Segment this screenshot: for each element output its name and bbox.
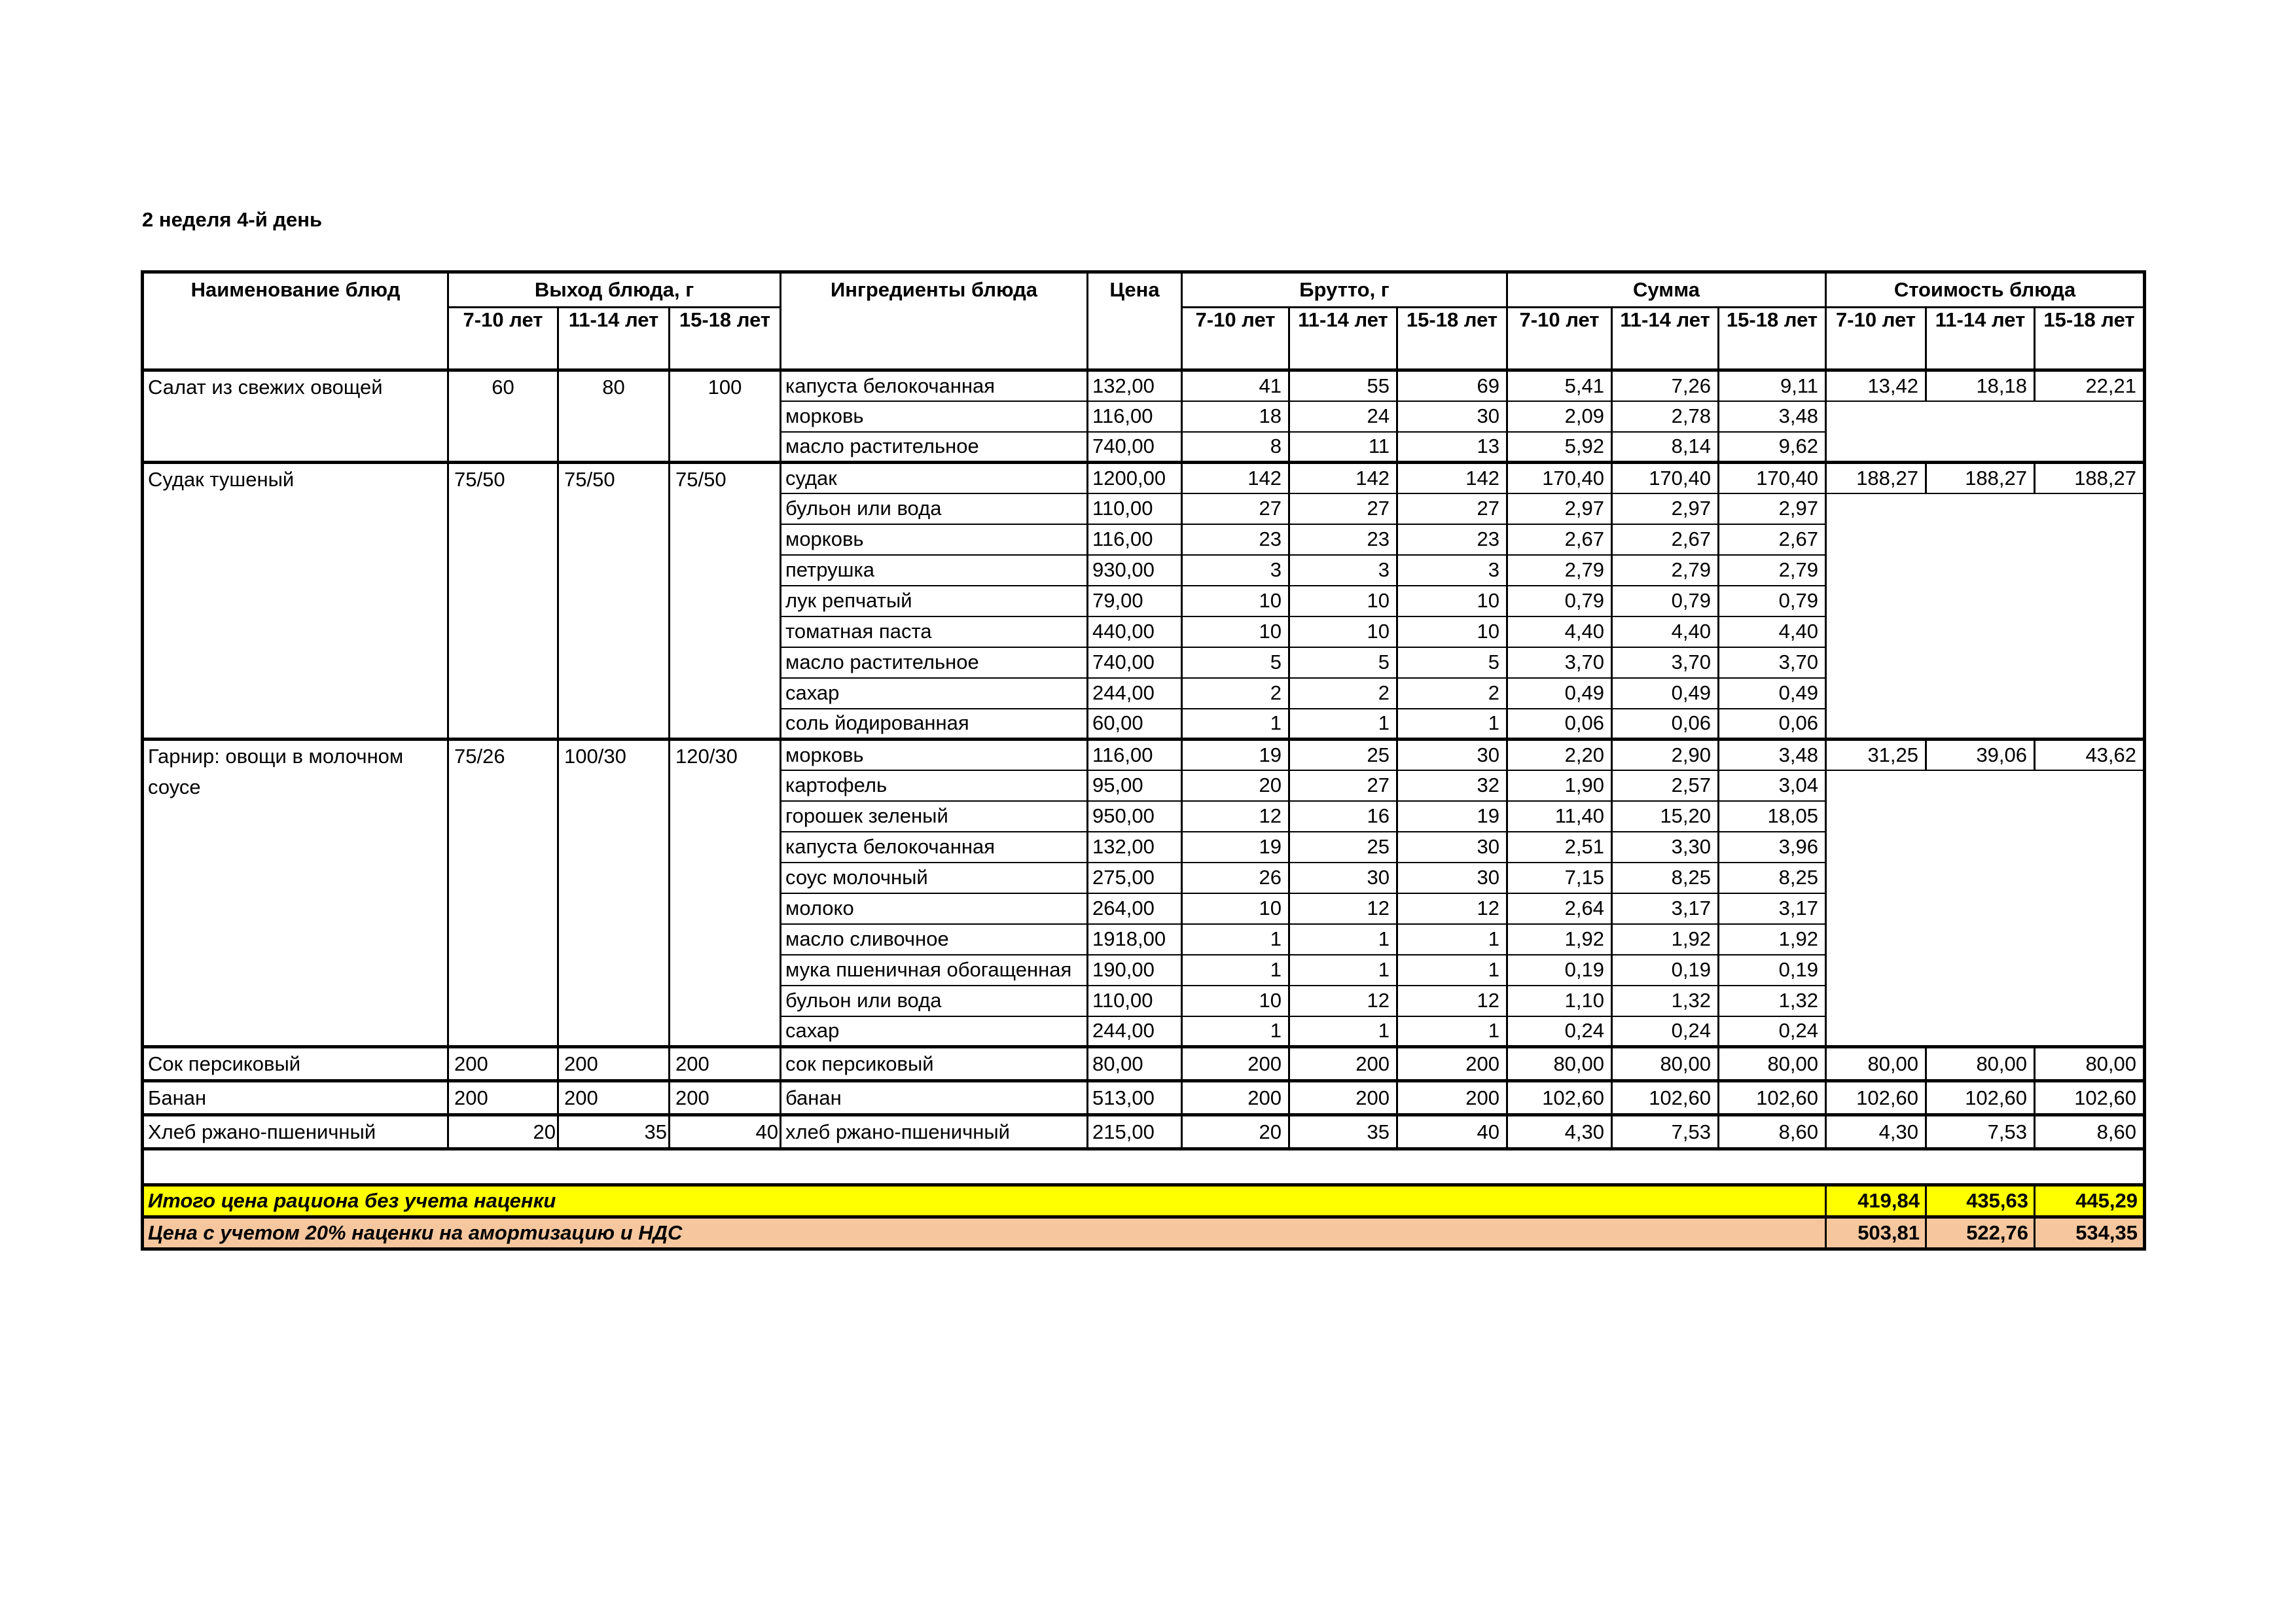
sum-age-3: 1,32: [1719, 986, 1826, 1016]
dish-cost-age-3: 188,27: [2035, 463, 2145, 493]
brutto-age-1: 1: [1182, 709, 1289, 740]
sum-age-1: 2,64: [1507, 893, 1612, 924]
sum-age-3: 8,25: [1719, 863, 1826, 893]
sum-age-2: 3,30: [1612, 832, 1719, 863]
sum-age-2: 1,92: [1612, 924, 1719, 955]
sum-age-2: 2,57: [1612, 770, 1719, 801]
spacer-cell: [143, 1149, 2145, 1185]
sum-age-2: 3,17: [1612, 893, 1719, 924]
sum-age-1: 2,51: [1507, 832, 1612, 863]
brutto-age-3: 30: [1397, 401, 1507, 432]
dish-output-age-3: 100: [670, 370, 781, 463]
dish-output-age-1: 75/26: [448, 740, 558, 1047]
brutto-age-2: 3: [1289, 555, 1397, 586]
ingredient-name: морковь: [781, 401, 1088, 432]
header-sum-age-1: 7-10 лет: [1507, 308, 1612, 370]
header-price: Цена: [1088, 272, 1182, 370]
brutto-age-3: 1: [1397, 709, 1507, 740]
total-markup-age-2: 522,76: [1926, 1217, 2035, 1249]
ingredient-price: 110,00: [1088, 986, 1182, 1016]
table-header: [143, 272, 2145, 370]
header-brutto-age-1: 7-10 лет: [1182, 308, 1289, 370]
dish-cost-age-1: 188,27: [1826, 463, 1926, 493]
ingredient-name: морковь: [781, 740, 1088, 770]
ingredient-price: 244,00: [1088, 678, 1182, 709]
dish-output-age-1: 200: [448, 1081, 558, 1115]
dish-name: Салат из свежих овощей: [143, 370, 448, 463]
brutto-age-3: 27: [1397, 493, 1507, 524]
sum-age-1: 5,92: [1507, 432, 1612, 463]
ingredient-name: петрушка: [781, 555, 1088, 586]
cost-empty-region: [1826, 401, 2145, 463]
header-cost-group: Стоимость блюда: [1826, 272, 2145, 308]
dish-cost-age-3: 8,60: [2035, 1115, 2145, 1149]
header-output-age-2: 11-14 лет: [558, 308, 670, 370]
brutto-age-3: 12: [1397, 986, 1507, 1016]
dish-output-age-3: 40: [670, 1115, 781, 1149]
dish-output-age-1: 75/50: [448, 463, 558, 740]
header-sum-group: Сумма: [1507, 272, 1826, 308]
sum-age-1: 1,92: [1507, 924, 1612, 955]
total-base-age-2: 435,63: [1926, 1185, 2035, 1217]
ingredient-price: 215,00: [1088, 1115, 1182, 1149]
sum-age-3: 0,06: [1719, 709, 1826, 740]
brutto-age-3: 40: [1397, 1115, 1507, 1149]
ingredient-name: горошек зеленый: [781, 801, 1088, 832]
ingredient-price: 132,00: [1088, 832, 1182, 863]
dish-output-age-1: 200: [448, 1047, 558, 1081]
header-row-groups: [143, 272, 2145, 308]
ingredient-name: бульон или вода: [781, 986, 1088, 1016]
brutto-age-2: 27: [1289, 493, 1397, 524]
brutto-age-3: 10: [1397, 586, 1507, 616]
header-ingredients: Ингредиенты блюда: [781, 272, 1088, 370]
ingredient-name: молоко: [781, 893, 1088, 924]
ingredient-price: 132,00: [1088, 370, 1182, 401]
ingredient-name: сахар: [781, 1016, 1088, 1047]
sum-age-2: 7,26: [1612, 370, 1719, 401]
ingredient-row: [143, 463, 2145, 493]
ingredient-name: масло растительное: [781, 432, 1088, 463]
ingredient-price: 950,00: [1088, 801, 1182, 832]
header-brutto-age-3: 15-18 лет: [1397, 308, 1507, 370]
ingredient-name: масло растительное: [781, 647, 1088, 678]
sum-age-3: 3,70: [1719, 647, 1826, 678]
brutto-age-2: 1: [1289, 955, 1397, 986]
sum-age-1: 0,06: [1507, 709, 1612, 740]
ingredient-price: 930,00: [1088, 555, 1182, 586]
sum-age-2: 170,40: [1612, 463, 1719, 493]
brutto-age-2: 12: [1289, 893, 1397, 924]
dish-output-age-3: 200: [670, 1081, 781, 1115]
sum-age-2: 4,40: [1612, 616, 1719, 647]
brutto-age-3: 30: [1397, 740, 1507, 770]
total-base-label: Итого цена рациона без учета наценки: [143, 1185, 1826, 1217]
dish-cost-age-1: 4,30: [1826, 1115, 1926, 1149]
total-base-age-3: 445,29: [2035, 1185, 2145, 1217]
sum-age-1: 1,10: [1507, 986, 1612, 1016]
ingredient-name: капуста белокочанная: [781, 370, 1088, 401]
ingredient-row: [143, 1081, 2145, 1115]
cost-empty-region: [1826, 493, 2145, 740]
sum-age-1: 3,70: [1507, 647, 1612, 678]
sum-age-3: 8,60: [1719, 1115, 1826, 1149]
sum-age-2: 3,70: [1612, 647, 1719, 678]
brutto-age-1: 23: [1182, 524, 1289, 555]
sum-age-1: 5,41: [1507, 370, 1612, 401]
brutto-age-2: 142: [1289, 463, 1397, 493]
dish-output-age-2: 35: [558, 1115, 670, 1149]
total-markup-age-3: 534,35: [2035, 1217, 2145, 1249]
ingredient-price: 440,00: [1088, 616, 1182, 647]
brutto-age-1: 8: [1182, 432, 1289, 463]
brutto-age-2: 35: [1289, 1115, 1397, 1149]
sum-age-1: 0,49: [1507, 678, 1612, 709]
ingredient-row: [143, 740, 2145, 770]
sum-age-2: 2,97: [1612, 493, 1719, 524]
sum-age-3: 3,17: [1719, 893, 1826, 924]
ingredient-price: 190,00: [1088, 955, 1182, 986]
sum-age-2: 102,60: [1612, 1081, 1719, 1115]
sum-age-3: 102,60: [1719, 1081, 1826, 1115]
sum-age-3: 0,19: [1719, 955, 1826, 986]
brutto-age-2: 27: [1289, 770, 1397, 801]
dish-output-age-2: 200: [558, 1081, 670, 1115]
dish-cost-age-3: 43,62: [2035, 740, 2145, 770]
brutto-age-3: 200: [1397, 1047, 1507, 1081]
ingredient-row: [143, 1115, 2145, 1149]
ingredient-price: 116,00: [1088, 740, 1182, 770]
header-sum-age-2: 11-14 лет: [1612, 308, 1719, 370]
sum-age-1: 2,67: [1507, 524, 1612, 555]
ingredient-name: томатная паста: [781, 616, 1088, 647]
brutto-age-2: 23: [1289, 524, 1397, 555]
brutto-age-2: 25: [1289, 740, 1397, 770]
brutto-age-1: 20: [1182, 770, 1289, 801]
brutto-age-3: 23: [1397, 524, 1507, 555]
header-brutto-group: Брутто, г: [1182, 272, 1507, 308]
sum-age-2: 80,00: [1612, 1047, 1719, 1081]
dish-cost-age-1: 80,00: [1826, 1047, 1926, 1081]
brutto-age-1: 1: [1182, 1016, 1289, 1047]
sum-age-2: 0,06: [1612, 709, 1719, 740]
sum-age-3: 0,24: [1719, 1016, 1826, 1047]
header-output-age-1: 7-10 лет: [448, 308, 558, 370]
sum-age-3: 1,92: [1719, 924, 1826, 955]
brutto-age-3: 1: [1397, 924, 1507, 955]
brutto-age-3: 19: [1397, 801, 1507, 832]
dish-cost-age-2: 188,27: [1926, 463, 2035, 493]
brutto-age-3: 5: [1397, 647, 1507, 678]
header-cost-age-2: 11-14 лет: [1926, 308, 2035, 370]
header-cost-age-3: 15-18 лет: [2035, 308, 2145, 370]
sum-age-1: 2,79: [1507, 555, 1612, 586]
dish-output-age-2: 75/50: [558, 463, 670, 740]
dish-output-age-3: 120/30: [670, 740, 781, 1047]
brutto-age-2: 1: [1289, 709, 1397, 740]
brutto-age-2: 10: [1289, 586, 1397, 616]
dish-cost-age-2: 102,60: [1926, 1081, 2035, 1115]
sum-age-3: 0,79: [1719, 586, 1826, 616]
brutto-age-1: 20: [1182, 1115, 1289, 1149]
dish-cost-age-2: 39,06: [1926, 740, 2035, 770]
ingredient-name: морковь: [781, 524, 1088, 555]
ingredient-name: сок персиковый: [781, 1047, 1088, 1081]
brutto-age-1: 3: [1182, 555, 1289, 586]
dish-name: Сок персиковый: [143, 1047, 448, 1081]
dish-output-age-1: 20: [448, 1115, 558, 1149]
brutto-age-1: 1: [1182, 924, 1289, 955]
brutto-age-2: 200: [1289, 1081, 1397, 1115]
ingredient-price: 79,00: [1088, 586, 1182, 616]
dish-cost-age-2: 80,00: [1926, 1047, 2035, 1081]
brutto-age-2: 5: [1289, 647, 1397, 678]
sum-age-3: 170,40: [1719, 463, 1826, 493]
sum-age-3: 0,49: [1719, 678, 1826, 709]
brutto-age-1: 10: [1182, 893, 1289, 924]
dish-output-age-2: 80: [558, 370, 670, 463]
brutto-age-2: 24: [1289, 401, 1397, 432]
brutto-age-1: 19: [1182, 832, 1289, 863]
dish-cost-age-1: 13,42: [1826, 370, 1926, 401]
sum-age-2: 2,67: [1612, 524, 1719, 555]
brutto-age-2: 1: [1289, 924, 1397, 955]
brutto-age-1: 200: [1182, 1047, 1289, 1081]
cost-empty-region: [1826, 770, 2145, 1047]
sum-age-1: 0,79: [1507, 586, 1612, 616]
ingredient-price: 275,00: [1088, 863, 1182, 893]
dish-output-age-1: 60: [448, 370, 558, 463]
ingredient-name: судак: [781, 463, 1088, 493]
sum-age-3: 3,04: [1719, 770, 1826, 801]
total-markup-label: Цена с учетом 20% наценки на амортизацию и НДС: [143, 1217, 1826, 1249]
sum-age-2: 0,49: [1612, 678, 1719, 709]
brutto-age-3: 1: [1397, 955, 1507, 986]
brutto-age-3: 142: [1397, 463, 1507, 493]
brutto-age-2: 2: [1289, 678, 1397, 709]
ingredient-price: 513,00: [1088, 1081, 1182, 1115]
brutto-age-3: 2: [1397, 678, 1507, 709]
dish-cost-age-2: 7,53: [1926, 1115, 2035, 1149]
sum-age-1: 4,30: [1507, 1115, 1612, 1149]
sum-age-2: 8,25: [1612, 863, 1719, 893]
sum-age-2: 8,14: [1612, 432, 1719, 463]
sum-age-1: 0,19: [1507, 955, 1612, 986]
sum-age-3: 3,48: [1719, 401, 1826, 432]
brutto-age-3: 30: [1397, 832, 1507, 863]
header-output-group: Выход блюда, г: [448, 272, 781, 308]
ingredient-price: 244,00: [1088, 1016, 1182, 1047]
sum-age-1: 80,00: [1507, 1047, 1612, 1081]
sum-age-1: 102,60: [1507, 1081, 1612, 1115]
sum-age-1: 7,15: [1507, 863, 1612, 893]
ingredient-price: 1200,00: [1088, 463, 1182, 493]
ingredient-price: 116,00: [1088, 524, 1182, 555]
ingredient-name: лук репчатый: [781, 586, 1088, 616]
brutto-age-1: 19: [1182, 740, 1289, 770]
dish-output-age-2: 100/30: [558, 740, 670, 1047]
brutto-age-2: 11: [1289, 432, 1397, 463]
sum-age-2: 2,90: [1612, 740, 1719, 770]
brutto-age-3: 69: [1397, 370, 1507, 401]
ingredient-name: соус молочный: [781, 863, 1088, 893]
header-brutto-age-2: 11-14 лет: [1289, 308, 1397, 370]
sum-age-2: 7,53: [1612, 1115, 1719, 1149]
total-row-markup: [143, 1217, 2145, 1249]
sum-age-1: 2,09: [1507, 401, 1612, 432]
brutto-age-1: 10: [1182, 616, 1289, 647]
sum-age-3: 3,48: [1719, 740, 1826, 770]
dish-cost-age-3: 102,60: [2035, 1081, 2145, 1115]
total-base-age-1: 419,84: [1826, 1185, 1926, 1217]
dish-cost-age-3: 22,21: [2035, 370, 2145, 401]
sum-age-3: 3,96: [1719, 832, 1826, 863]
sum-age-3: 9,11: [1719, 370, 1826, 401]
sum-age-1: 170,40: [1507, 463, 1612, 493]
ingredient-price: 95,00: [1088, 770, 1182, 801]
brutto-age-2: 200: [1289, 1047, 1397, 1081]
brutto-age-3: 32: [1397, 770, 1507, 801]
dish-cost-age-1: 102,60: [1826, 1081, 1926, 1115]
brutto-age-1: 26: [1182, 863, 1289, 893]
brutto-age-1: 2: [1182, 678, 1289, 709]
brutto-age-2: 12: [1289, 986, 1397, 1016]
brutto-age-3: 200: [1397, 1081, 1507, 1115]
dish-cost-age-1: 31,25: [1826, 740, 1926, 770]
sum-age-3: 2,97: [1719, 493, 1826, 524]
sum-age-1: 1,90: [1507, 770, 1612, 801]
sum-age-3: 80,00: [1719, 1047, 1826, 1081]
ingredient-name: масло сливочное: [781, 924, 1088, 955]
sum-age-2: 15,20: [1612, 801, 1719, 832]
brutto-age-3: 13: [1397, 432, 1507, 463]
header-output-age-3: 15-18 лет: [670, 308, 781, 370]
brutto-age-2: 25: [1289, 832, 1397, 863]
dish-name: Хлеб ржано-пшеничный: [143, 1115, 448, 1149]
ingredient-row: [143, 1047, 2145, 1081]
spacer-row: [143, 1149, 2145, 1185]
dish-name: Банан: [143, 1081, 448, 1115]
ingredient-row: [143, 370, 2145, 401]
dish-output-age-3: 75/50: [670, 463, 781, 740]
ingredient-price: 116,00: [1088, 401, 1182, 432]
sum-age-3: 2,67: [1719, 524, 1826, 555]
sum-age-2: 1,32: [1612, 986, 1719, 1016]
sum-age-3: 2,79: [1719, 555, 1826, 586]
ingredient-name: соль йодированная: [781, 709, 1088, 740]
ingredient-name: хлеб ржано-пшеничный: [781, 1115, 1088, 1149]
brutto-age-1: 18: [1182, 401, 1289, 432]
sum-age-2: 0,19: [1612, 955, 1719, 986]
sum-age-1: 0,24: [1507, 1016, 1612, 1047]
ingredient-name: мука пшеничная обогащенная: [781, 955, 1088, 986]
header-cost-age-1: 7-10 лет: [1826, 308, 1926, 370]
ingredient-price: 740,00: [1088, 647, 1182, 678]
brutto-age-2: 1: [1289, 1016, 1397, 1047]
ingredient-price: 60,00: [1088, 709, 1182, 740]
ingredient-name: сахар: [781, 678, 1088, 709]
dish-output-age-3: 200: [670, 1047, 781, 1081]
menu-table: [141, 270, 2146, 1251]
brutto-age-1: 1: [1182, 955, 1289, 986]
table-footer: [143, 1149, 2145, 1249]
brutto-age-3: 3: [1397, 555, 1507, 586]
sum-age-2: 2,78: [1612, 401, 1719, 432]
ingredient-price: 740,00: [1088, 432, 1182, 463]
dish-name: Судак тушеный: [143, 463, 448, 740]
brutto-age-2: 10: [1289, 616, 1397, 647]
dish-output-age-2: 200: [558, 1047, 670, 1081]
menu-table-body: [143, 370, 2145, 1149]
page-title: 2 неделя 4-й день: [142, 208, 323, 231]
sum-age-3: 9,62: [1719, 432, 1826, 463]
header-dish-name: Наименование блюд: [143, 272, 448, 370]
total-row-base: [143, 1185, 2145, 1217]
total-markup-age-1: 503,81: [1826, 1217, 1926, 1249]
brutto-age-1: 10: [1182, 586, 1289, 616]
brutto-age-1: 41: [1182, 370, 1289, 401]
sum-age-1: 4,40: [1507, 616, 1612, 647]
ingredient-price: 110,00: [1088, 493, 1182, 524]
ingredient-name: капуста белокочанная: [781, 832, 1088, 863]
sum-age-3: 4,40: [1719, 616, 1826, 647]
menu-table-container: [141, 270, 2146, 1251]
sum-age-2: 2,79: [1612, 555, 1719, 586]
sum-age-1: 2,97: [1507, 493, 1612, 524]
ingredient-name: бульон или вода: [781, 493, 1088, 524]
brutto-age-2: 55: [1289, 370, 1397, 401]
ingredient-price: 264,00: [1088, 893, 1182, 924]
brutto-age-3: 10: [1397, 616, 1507, 647]
ingredient-name: картофель: [781, 770, 1088, 801]
brutto-age-1: 142: [1182, 463, 1289, 493]
dish-cost-age-2: 18,18: [1926, 370, 2035, 401]
ingredient-price: 80,00: [1088, 1047, 1182, 1081]
sum-age-1: 11,40: [1507, 801, 1612, 832]
brutto-age-3: 30: [1397, 863, 1507, 893]
dish-cost-age-3: 80,00: [2035, 1047, 2145, 1081]
ingredient-price: 1918,00: [1088, 924, 1182, 955]
brutto-age-3: 12: [1397, 893, 1507, 924]
brutto-age-2: 30: [1289, 863, 1397, 893]
header-sum-age-3: 15-18 лет: [1719, 308, 1826, 370]
sum-age-1: 2,20: [1507, 740, 1612, 770]
sum-age-2: 0,79: [1612, 586, 1719, 616]
brutto-age-1: 27: [1182, 493, 1289, 524]
sum-age-2: 0,24: [1612, 1016, 1719, 1047]
brutto-age-3: 1: [1397, 1016, 1507, 1047]
dish-name: Гарнир: овощи в молочном соусе: [143, 740, 448, 1047]
brutto-age-1: 10: [1182, 986, 1289, 1016]
brutto-age-1: 200: [1182, 1081, 1289, 1115]
brutto-age-1: 12: [1182, 801, 1289, 832]
ingredient-name: банан: [781, 1081, 1088, 1115]
sum-age-3: 18,05: [1719, 801, 1826, 832]
brutto-age-2: 16: [1289, 801, 1397, 832]
brutto-age-1: 5: [1182, 647, 1289, 678]
